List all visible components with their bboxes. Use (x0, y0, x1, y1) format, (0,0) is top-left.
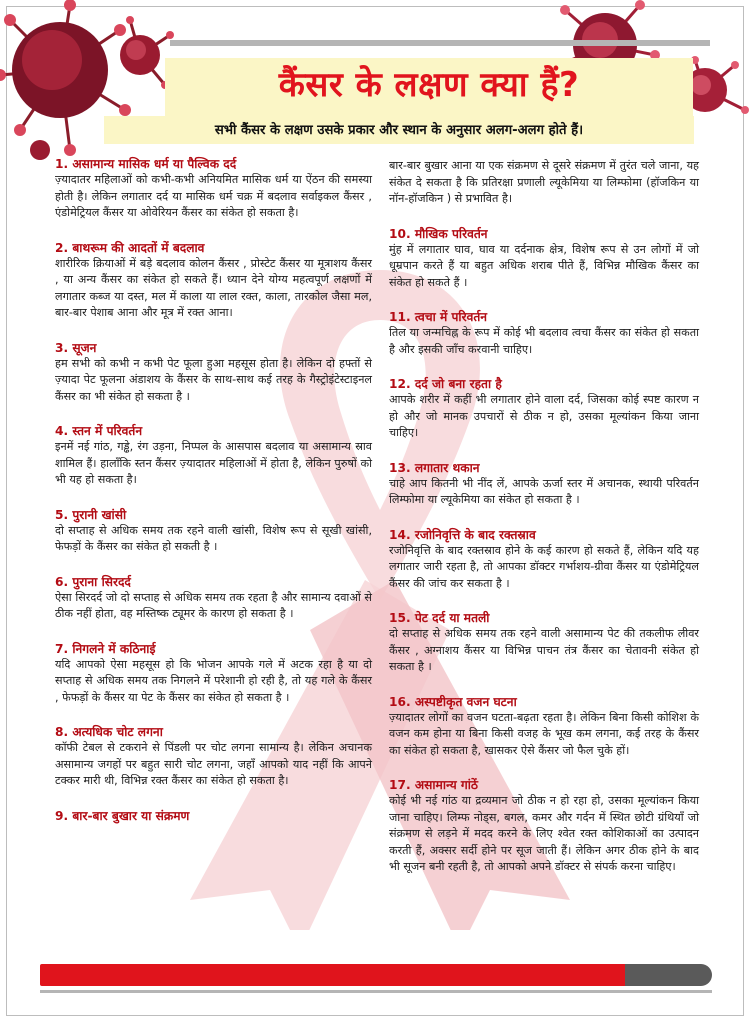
symptom-section (389, 694, 699, 760)
section-body: ज़्यादातर महिलाओं को कभी-कभी अनियमित मासिक धर्म या ऐंठन की समस्या होती है। लेकिन लगातार दर्द या मासिक धर्म चक्र में बदलाव सर्वाइकल कैंसर , एंडोमेट्रियल कैंसर या ओवेरियन कैंसर का संकेत हो सकता है। (55, 173, 372, 219)
section-heading: 4. स्तन में परिवर्तन (55, 424, 143, 438)
symptom-section (55, 724, 372, 790)
section-heading: 8. अत्यधिक चोट लगना (55, 725, 163, 739)
left-column (55, 156, 372, 842)
symptom-section (389, 226, 699, 292)
symptom-section (55, 340, 372, 406)
symptom-section (55, 641, 372, 707)
section-body: रजोनिवृत्ति के बाद रक्तस्राव होने के कई कारण हो सकते हैं, लेकिन यदि यह लगातार जारी रहता है, तो आपका डॉक्टर गर्भाशय-ग्रीवा कैंसर या एंडोमेट्रियल कैंसर की जांच कर सकता है । (389, 543, 699, 590)
section-heading: 6. पुराना सिरदर्द (55, 574, 131, 589)
footer-red-bar (40, 964, 645, 986)
top-gray-bar (170, 40, 710, 46)
footer-thin-line (40, 990, 712, 993)
section-heading: 5. पुरानी खांसी (55, 507, 127, 522)
section-heading: 17. असामान्य गांठें (389, 778, 478, 792)
section-heading: 12. दर्द जो बना रहता है (389, 377, 502, 391)
section-body: आपके शरीर में कहीं भी लगातार होने वाला दर्द, जिसका कोई स्पष्ट कारण न हो और जो मानक उपचारों से ठीक न हो, उसका मूल्यांकन किया जाना चाहिए। (389, 393, 699, 439)
section-body: ऐसा सिरदर्द जो दो सप्ताह से अधिक समय तक रहता है और सामान्य दवाओं से ठीक नहीं होता, वह मस्तिष्क ट्यूमर के कारण हो सकता है । (55, 590, 372, 620)
symptom-section (389, 777, 699, 876)
section-body: कोई भी नई गांठ या द्रव्यमान जो ठीक न हो रहा हो, उसका मूल्यांकन किया जाना चाहिए। लिम्फ नोड्स, बगल, कमर और गर्दन में स्थित छोटी ग्रंथियाँ जो संक्रमण से लड़ने में मदद करने के लिए श्वेत रक्त कोशिकाओं का उत्पादन करती हैं, अक्सर सर्दी होने पर सूज जाती हैं। लेकिन अगर ठीक होने के बाद भी सूजन बनी रहती है, तो आपको अपने डॉक्टर से संपर्क करना चाहिए। (389, 794, 699, 873)
section-heading: 9. बार-बार बुखार या संक्रमण (55, 808, 190, 823)
section-body: दो सप्ताह से अधिक समय तक रहने वाली खांसी, विशेष रूप से सूखी खांसी, फेफड़ों के कैंसर का संकेत हो सकती है । (55, 523, 372, 553)
symptom-section (55, 808, 372, 824)
section-heading: 11. त्वचा में परिवर्तन (389, 310, 488, 324)
section-body: कॉफी टेबल से टकराने से पिंडली पर चोट लगना सामान्य है। लेकिन अचानक असामान्य जगहों पर बहुत सारी चोट लगना, जहाँ आपको याद नहीं कि आपने टक्कर मारी थी, विभिन्न रक्त कैंसर का संकेत हो सकता है। (55, 741, 372, 787)
symptom-section (389, 309, 699, 358)
symptom-section (389, 527, 699, 593)
page-title: कैंसर के लक्षण क्या हैं? (278, 65, 580, 105)
symptom-section (55, 574, 372, 623)
section-body: इनमें नई गांठ, गड्ढे, रंग उड़ना, निप्पल के आसपास बदलाव या असामान्य स्राव शामिल हैं। हालाँकि स्तन कैंसर ज़्यादातर महिलाओं में होता है, लेकिन पुरुषों को भी यह हो सकता है। (55, 440, 372, 486)
symptom-section (55, 423, 372, 489)
section-body: हम सभी को कभी न कभी पेट फूला हुआ महसूस होता है। लेकिन दो हफ्तों से ज़्यादा पेट फूलना अंडाशय के कैंसर के साथ-साथ कई तरह के गैस्ट्रोइंटेस्टाइनल कैंसर का भी संकेत हो सकता है । (55, 356, 372, 403)
section-body: बार-बार बुखार आना या एक संक्रमण से दूसरे संक्रमण में तुरंत चले जाना, यह संकेत दे सकता है कि प्रतिरक्षा प्रणाली ल्यूकेमिया या लिम्फोमा (हॉजकिन या नॉन-हॉजकिन ) से प्रभावित है। (389, 159, 699, 205)
section-heading: 15. पेट दर्द या मतली (389, 611, 490, 625)
section-heading: 1. असामान्य मासिक धर्म या पैल्विक दर्द (55, 157, 237, 171)
section-body: चाहे आप कितनी भी नींद लें, आपके ऊर्जा स्तर में अचानक, स्थायी परिवर्तन लिम्फोमा या ल्यूकेमिया का संकेत हो सकता है । (389, 476, 699, 506)
section-body: तिल या जन्मचिह्न के रूप में कोई भी बदलाव त्वचा कैंसर का संकेत हो सकता है और इसकी जाँच करवानी चाहिए। (389, 326, 699, 356)
symptom-section (389, 376, 699, 442)
symptom-section (55, 240, 372, 322)
page-subtitle: सभी कैंसर के लक्षण उसके प्रकार और स्थान के अनुसार अलग-अलग होते हैं। (214, 123, 584, 138)
footer-gray-bar (625, 964, 712, 986)
symptom-section (55, 507, 372, 556)
section-body: दो सप्ताह से अधिक समय तक रहने वाली असामान्य पेट की तकलीफ लीवर कैंसर , अग्नाशय कैंसर या विभिन्न पाचन तंत्र कैंसर का चेतावनी संकेत हो सकता है । (389, 627, 699, 673)
section-body: मुंह में लगातार घाव, घाव या दर्दनाक क्षेत्र, विशेष रूप से उन लोगों में जो धूम्रपान करते हैं या बहुत अधिक शराब पीते हैं, विभिन्न मौखिक कैंसर का संकेत हो सकते हैं । (389, 242, 699, 289)
symptom-section (55, 156, 372, 222)
symptom-section (389, 610, 699, 676)
section-body: ज़्यादातर लोगों का वजन घटता-बढ़ता रहता है। लेकिन बिना किसी कोशिश के वजन कम होना या बिना किसी वजह के भूख कम लगना, कई तरह के कैंसर का संकेत हो सकता है, खासकर ऐसे कैंसर जो फैल चुके हों। (389, 710, 699, 757)
symptom-section (389, 460, 699, 509)
section-body: यदि आपको ऐसा महसूस हो कि भोजन आपके गले में अटक रहा है या दो सप्ताह से अधिक समय तक निगलने में परेशानी हो रही है, तो यह गले के कैंसर , फेफड़ों के कैंसर या पेट के कैंसर का संकेत हो सकता है । (55, 657, 372, 704)
section-heading: 7. निगलने में कठिनाई (55, 641, 156, 656)
section-body: शारीरिक क्रियाओं में बड़े बदलाव कोलन कैंसर , प्रोस्टेट कैंसर या मूत्राशय कैंसर , या अन्य कैंसर का संकेत हो सकते हैं। ध्यान देने योग्य महत्वपूर्ण लक्षणों में लगातार कब्ज या दस्त, मल में काला या लाल रक्त, काला, तारकोल जैसा मल, बार-बार पेशाब आना और मूत्र में रक्त आना। (55, 256, 372, 319)
section-heading: 2. बाथरूम की आदतों में बदलाव (55, 240, 205, 255)
right-column (389, 158, 699, 894)
section-heading: 10. मौखिक परिवर्तन (389, 226, 488, 241)
section-heading: 13. लगातार थकान (389, 460, 480, 475)
section-heading: 16. अस्पष्टीकृत वजन घटना (389, 694, 517, 709)
section-heading: 3. सूजन (55, 340, 97, 355)
section-heading: 14. रजोनिवृत्ति के बाद रक्तस्राव (389, 527, 536, 542)
symptom-section-continued (389, 158, 699, 208)
